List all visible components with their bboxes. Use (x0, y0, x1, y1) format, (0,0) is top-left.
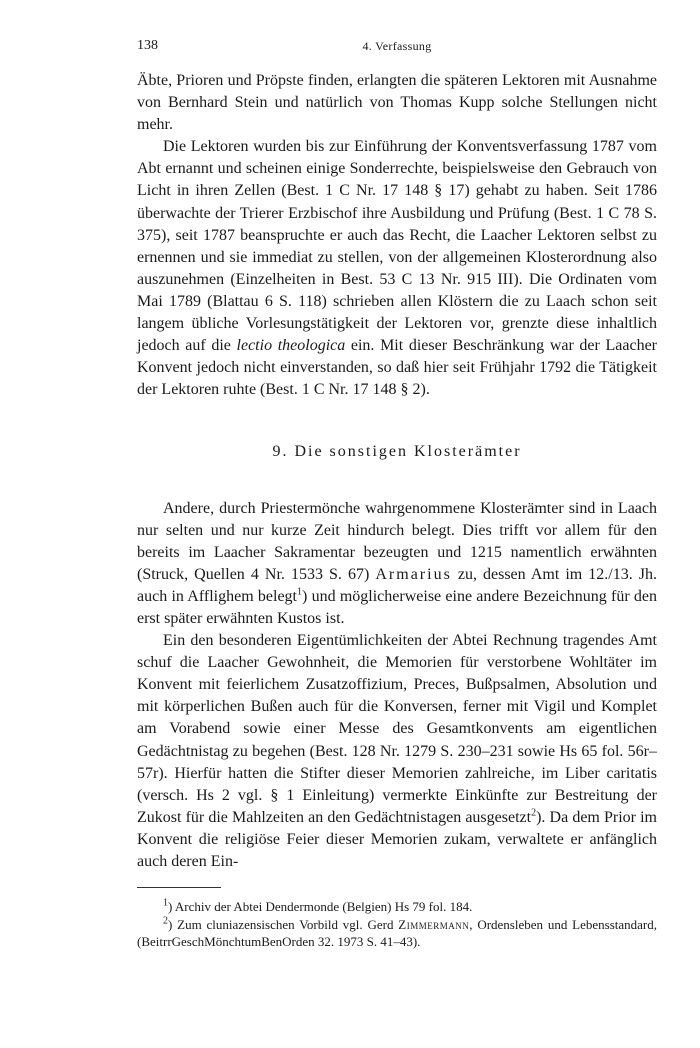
footnotes (137, 898, 657, 951)
main-text (137, 70, 657, 873)
footnote-ref-2: 2 (531, 807, 537, 819)
spaced-term: Armarius (375, 565, 452, 583)
book-page (137, 38, 657, 951)
paragraph-1: Äbte, Prioren und Pröpste finden, erlangten die späteren Lektoren mit Ausnahme von Bernhard Stein und natürlich von Thomas Kupp solche Stellungen nicht mehr. (137, 72, 657, 134)
footnote-1: $^1$) Archiv der Abtei Dendermonde (Belgien) Hs 79 fol. 184. (163, 897, 473, 915)
paragraph-3: Andere, durch Priestermönche wahrgenommene Klosterämter sind in Laach nur selten und nur kurze Zeit hindurch belegt. Dies trifft vor allem für den bereits im Laacher Sakramentar bezeugten und 1215 namentlich erwähnten (Struck, Quellen 4 Nr. 1533 S. 67) Armarius zu, dessen Amt im 12./13. Jh. auch in Afflighem belegt$^1$) und möglicherweise eine andere Bezeichnung für den erst später erwähnten Kustos ist. (137, 499, 658, 627)
footnote-2: $^2$) Zum cluniazensischen Vorbild vgl. Gerd Zimmermann, Ordensleben und Lebensstandard, (BeitrrGeschMönchtumBenOrden 32. 1973 S. 41–43). (137, 915, 658, 950)
running-header (137, 38, 657, 62)
latin-term: lectio theologica (236, 337, 346, 355)
page-number: 138 (137, 38, 158, 53)
author-name: Zimmermann (398, 916, 470, 932)
section-heading: 9. Die sonstigen Klosterämter (272, 443, 522, 461)
paragraph-4: Ein den besonderen Eigentümlichkeiten der Abtei Rechnung tragendes Amt schuf die Laacher Gewohnheit, die Memorien für verstorbene Wohltäter im Konvent mit feierlichem Zusatzoffizium, Preces, Bußpsalmen, Absolution und mit körperlichen Bußen auch für die Konversen, ferner mit Vigil und Komplet am Vorabend sowie einer Messe des Gesamtkonvents am eigentlichen Gedächtnistag zu begehen (Best. 128 Nr. 1279 S. 230–231 sowie Hs 65 fol. 56r–57r). Hierfür hatten die Stifter dieser Memorien zahlreiche, im Liber caritatis (versch. Hs 2 vgl. § 1 Einleitung) vermerkte Einkünfte zur Bestreitung der Zukost für die Mahlzeiten an den Gedächtnistagen ausgesetzt$^2$). Da dem Prior im Konvent die religiöse Feier dieser Memorien zukam, verwaltete er anfänglich auch deren Ein- (137, 632, 657, 870)
running-title: 4. Verfassung (362, 39, 432, 53)
footnote-separator (137, 887, 221, 888)
footnote-ref-1: 1 (297, 586, 302, 598)
paragraph-2: Die Lektoren wurden bis zur Einführung der Konventsverfassung 1787 vom Abt ernannt und scheinen einige Sonderrechte, beispielsweise den Gebrauch von Licht in ihren Zellen (Best. 1 C Nr. 17 148 § 17) gehabt zu haben. Seit 1786 überwachte der Trierer Erzbischof ihre Ausbildung und Prüfung (Best. 1 C 78 S. 375), seit 1787 beanspruchte er auch das Recht, die Laacher Lektoren selbst zu ernennen und sie immediat zu stellen, von der allgemeinen Klosterordnung also auszunehmen (Einzelheiten in Best. 53 C 13 Nr. 915 III). Die Ordinaten vom Mai 1789 (Blattau 6 S. 118) schrieben allen Klöstern die zu Laach schon seit langem übliche Vorlesungstätigkeit der Lektoren vor, grenzte diese inhaltlich jedoch auf die lectio theologica ein. Mit dieser Beschränkung war der Laacher Konvent jedoch nicht einverstanden, so daß hier seit Frühjahr 1792 die Tätigkeit der Lektoren ruhte (Best. 1 C Nr. 17 148 § 2). (137, 138, 658, 399)
